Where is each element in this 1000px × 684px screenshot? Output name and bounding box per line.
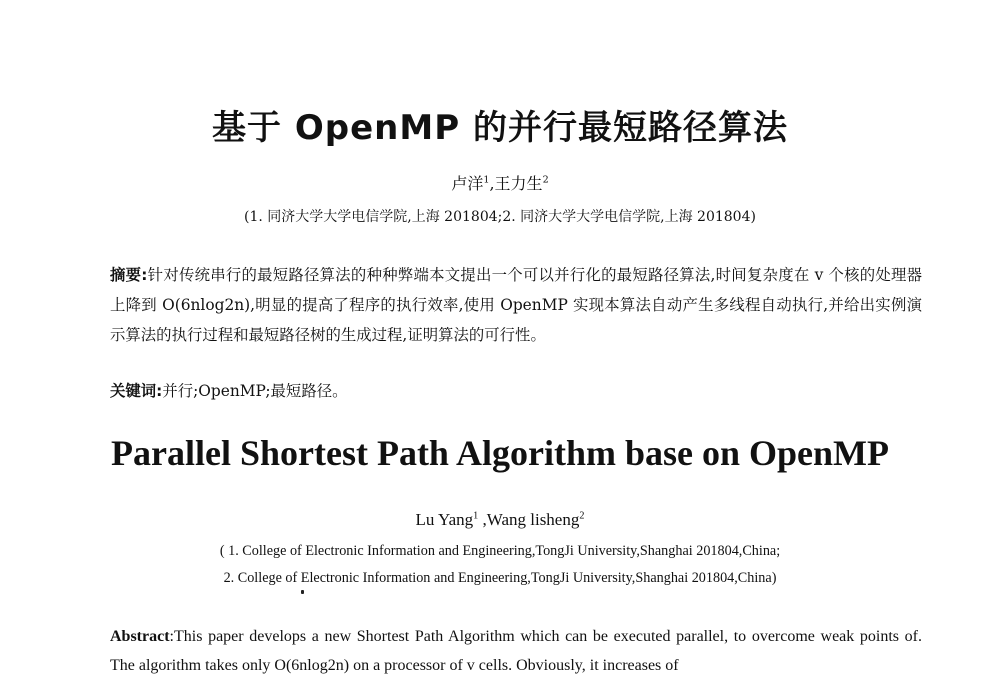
english-authors [0, 510, 1000, 530]
english-abstract-colon: : [169, 628, 174, 645]
english-author-2: Wang lisheng [486, 510, 580, 529]
chinese-keywords-label: 关键词: [110, 382, 163, 400]
chinese-affiliation: (1. 同济大学大学电信学院,上海 201804;2. 同济大学大学电信学院,上海 201804) [244, 209, 756, 225]
chinese-authors [0, 171, 1000, 194]
english-affiliation-line-2: 2. College of Electronic Information and Engineering,TongJi University,Shanghai 201804,China) [223, 570, 777, 586]
english-affiliation-line-1: ( 1. College of Electronic Information and Engineering,TongJi University,Shanghai 201804,China; [219, 543, 781, 559]
chinese-abstract [110, 260, 922, 350]
english-abstract-text: This paper develops a new Shortest Path Algorithm which can be executed parallel, to overcome weak points of. The algorithm takes only O(6nlog2n) on a processor of v cells. Obviously, it increases of [110, 628, 922, 674]
chinese-author-separator: , [489, 174, 495, 193]
chinese-author-1: 卢洋 [451, 174, 484, 193]
chinese-author-2: 王力生 [494, 174, 543, 193]
chinese-keywords [110, 379, 922, 401]
chinese-author-1-affil-mark: 1 [483, 174, 490, 186]
chinese-abstract-label: 摘要: [110, 266, 148, 284]
chinese-title: 基于 OpenMP 的并行最短路径算法 [212, 108, 788, 148]
english-author-2-affil-mark: 2 [579, 510, 585, 522]
chinese-author-2-affil-mark: 2 [542, 174, 549, 186]
english-author-1: Lu Yang [415, 510, 474, 529]
scan-speck [301, 590, 304, 594]
english-author-1-affil-mark: 1 [473, 510, 479, 522]
english-author-separator: , [478, 510, 487, 529]
english-title: Parallel Shortest Path Algorithm base on OpenMP [111, 433, 889, 473]
english-abstract-label: Abstract [110, 628, 170, 645]
english-abstract [110, 622, 922, 680]
chinese-abstract-text: 针对传统串行的最短路径算法的种种弊端本文提出一个可以并行化的最短路径算法,时间复杂度在 v 个核的处理器上降到 O(6nlog2n),明显的提高了程序的执行效率,使用 OpenMP 实现本算法自动产生多线程自动执行,并给出实例演示算法的执行过程和最短路径树的生成过程,证明算法的可行性。 [110, 266, 923, 344]
chinese-keywords-text: 并行;OpenMP;最短路径。 [162, 382, 348, 400]
